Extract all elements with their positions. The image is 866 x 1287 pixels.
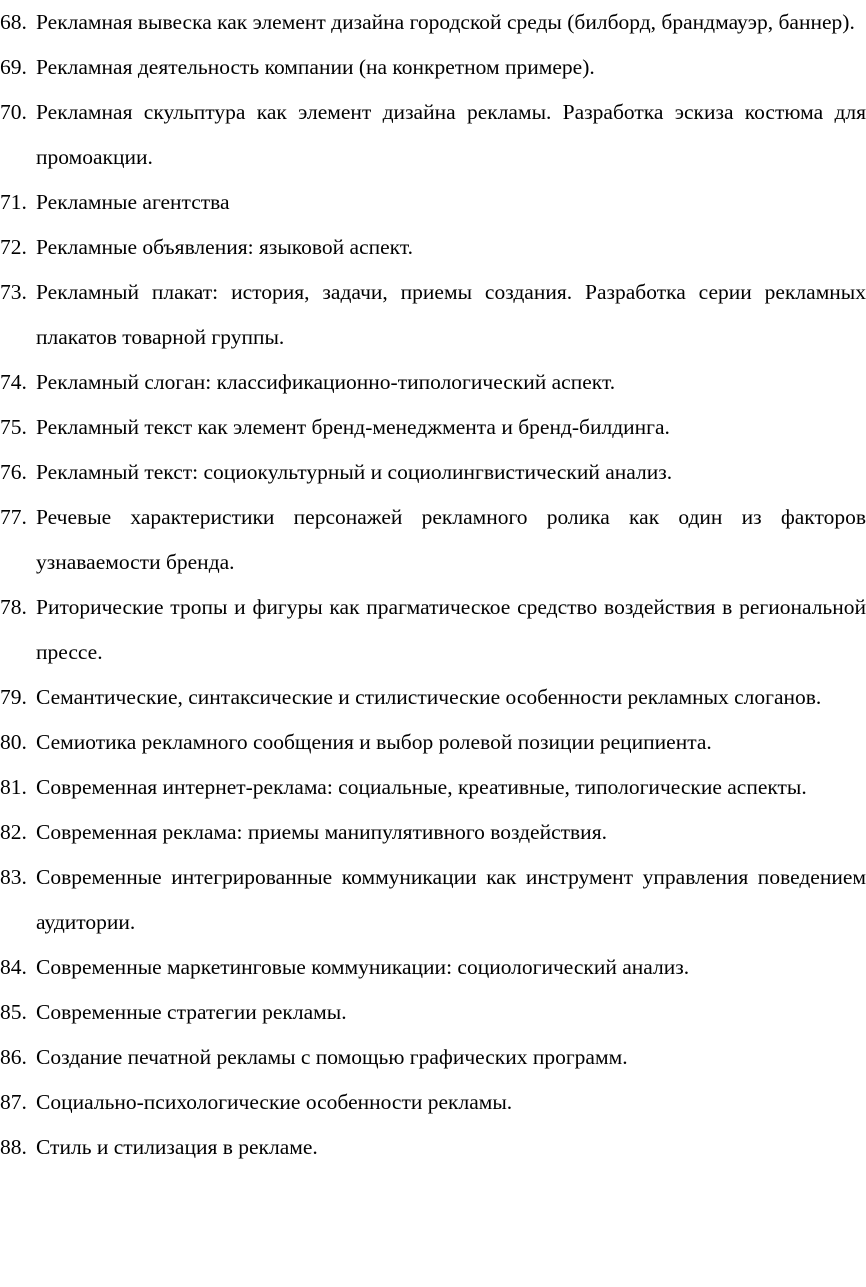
item-number: 70. xyxy=(0,100,27,124)
item-text: Современная реклама: приемы манипулятивного воздействия. xyxy=(36,820,607,844)
item-number: 88. xyxy=(0,1135,27,1159)
item-text: Рекламная деятельность компании (на конкретном примере). xyxy=(36,55,595,79)
item-number: 72. xyxy=(0,235,27,259)
item-text: Рекламный плакат: история, задачи, приемы создания. Разработка серии рекламных плакатов товарной группы. xyxy=(36,280,866,349)
item-text: Риторические тропы и фигуры как прагматическое средство воздействия в региональной прессе. xyxy=(36,595,866,664)
list-item-76 xyxy=(0,450,866,495)
item-text: Рекламная скульптура как элемент дизайна рекламы. Разработка эскиза костюма для промоакции. xyxy=(36,100,866,169)
list-item-75 xyxy=(0,405,866,450)
item-number: 76. xyxy=(0,460,27,484)
list-item-80 xyxy=(0,720,866,765)
item-text: Рекламная вывеска как элемент дизайна городской среды (билборд, брандмауэр, баннер). xyxy=(36,10,855,34)
list-item-87 xyxy=(0,1080,866,1125)
list-item-68 xyxy=(0,0,866,45)
list-item-73 xyxy=(0,270,866,360)
item-number: 85. xyxy=(0,1000,27,1024)
list-item-86 xyxy=(0,1035,866,1080)
item-text: Рекламный слоган: классификационно-типологический аспект. xyxy=(36,370,616,394)
list-item-71 xyxy=(0,180,866,225)
item-text: Современные интегрированные коммуникации как инструмент управления поведением аудитории. xyxy=(36,865,866,934)
item-text: Стиль и стилизация в рекламе. xyxy=(36,1135,318,1159)
item-text: Современные стратегии рекламы. xyxy=(36,1000,347,1024)
item-number: 84. xyxy=(0,955,27,979)
list-item-77 xyxy=(0,495,866,585)
item-text: Рекламный текст как элемент бренд-менеджмента и бренд-билдинга. xyxy=(36,415,670,439)
list-item-83 xyxy=(0,855,866,945)
list-item-79 xyxy=(0,675,866,720)
list-item-88 xyxy=(0,1125,866,1170)
item-number: 71. xyxy=(0,190,27,214)
item-number: 81. xyxy=(0,775,27,799)
item-text: Рекламные объявления: языковой аспект. xyxy=(36,235,413,259)
list-item-82 xyxy=(0,810,866,855)
item-number: 68. xyxy=(0,10,27,34)
item-text: Речевые характеристики персонажей рекламного ролика как один из факторов узнаваемости бренда. xyxy=(36,505,866,574)
list-item-69 xyxy=(0,45,866,90)
item-text: Современная интернет-реклама: социальные, креативные, типологические аспекты. xyxy=(36,775,807,799)
list-item-72 xyxy=(0,225,866,270)
item-number: 69. xyxy=(0,55,27,79)
item-number: 83. xyxy=(0,865,27,889)
item-text: Семантические, синтаксические и стилистические особенности рекламных слоганов. xyxy=(36,685,822,709)
list-item-81 xyxy=(0,765,866,810)
list-item-70 xyxy=(0,90,866,180)
item-number: 78. xyxy=(0,595,27,619)
item-number: 87. xyxy=(0,1090,27,1114)
item-number: 82. xyxy=(0,820,27,844)
item-text: Социально-психологические особенности рекламы. xyxy=(36,1090,513,1114)
item-text: Семиотика рекламного сообщения и выбор ролевой позиции реципиента. xyxy=(36,730,712,754)
item-number: 79. xyxy=(0,685,27,709)
item-number: 75. xyxy=(0,415,27,439)
item-number: 74. xyxy=(0,370,27,394)
list-item-78 xyxy=(0,585,866,675)
item-text: Современные маркетинговые коммуникации: социологический анализ. xyxy=(36,955,690,979)
item-text: Создание печатной рекламы с помощью графических программ. xyxy=(36,1045,628,1069)
item-number: 86. xyxy=(0,1045,27,1069)
list-item-85 xyxy=(0,990,866,1035)
item-text: Рекламные агентства xyxy=(36,190,230,214)
item-number: 73. xyxy=(0,280,27,304)
item-text: Рекламный текст: социокультурный и социолингвистический анализ. xyxy=(36,460,673,484)
list-item-84 xyxy=(0,945,866,990)
item-number: 80. xyxy=(0,730,27,754)
list-item-74 xyxy=(0,360,866,405)
item-number: 77. xyxy=(0,505,27,529)
